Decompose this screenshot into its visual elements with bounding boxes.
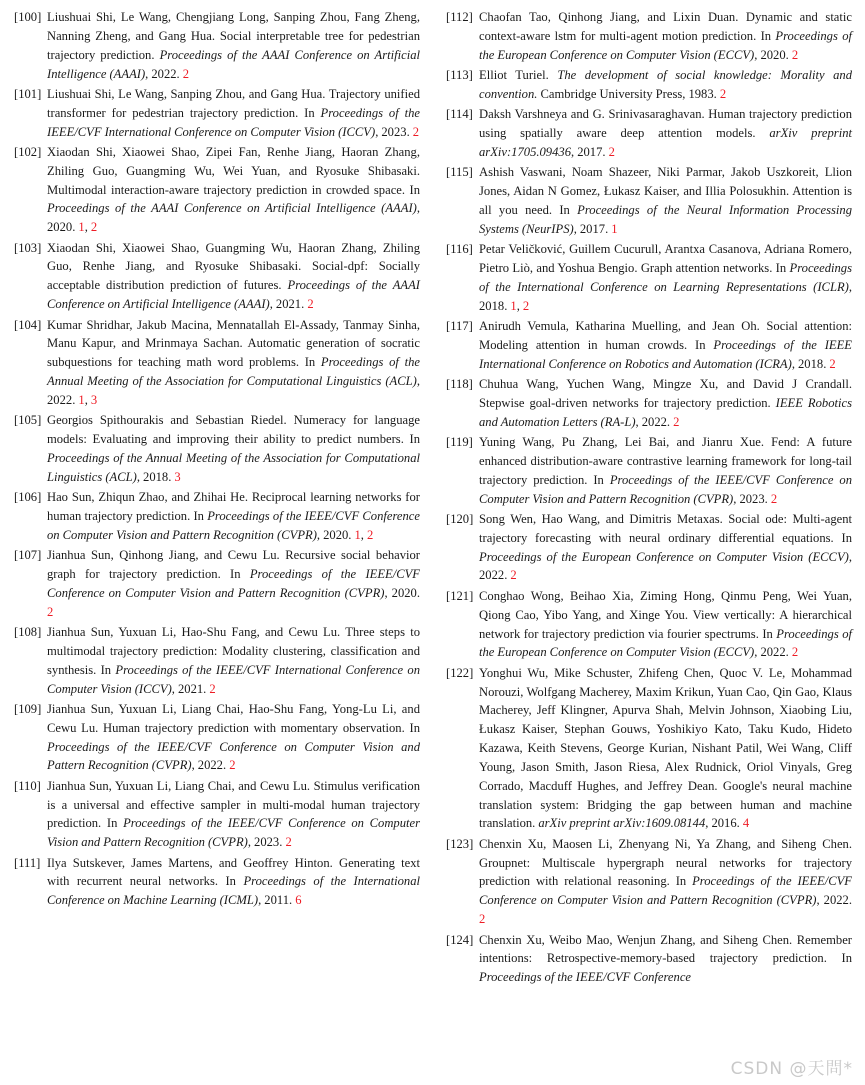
reference-entry [10,239,420,314]
reference-text: Chuhua Wang, Yuchen Wang, Mingze Xu, and David J Crandall. Stepwise goal-driven networks for trajectory prediction. IEEE Robotics and Automation Letters (RA-L), 2022. 2 [479,377,852,429]
reference-entry [10,777,420,852]
reference-label: [107] [14,548,42,563]
reference-label: [120] [446,511,474,526]
reference-entry [10,488,420,545]
reference-entry [10,854,420,911]
reference-label: [105] [14,413,42,428]
reference-label: [108] [14,625,42,639]
reference-text: Song Wen, Hao Wang, and Dimitris Metaxas. Social ode: Multi-agent trajectory forecasting with neural ordinary differential equations. In Proceedings of the European Conference on Computer Vision (ECCV), 2022. 2 [479,511,852,583]
left-column [10,8,420,912]
reference-text: Xiaodan Shi, Xiaowei Shao, Zipei Fan, Renhe Jiang, Haoran Zhang, Zhiling Guo, Guangming Wu, Wei Yuan, and Ryosuke Shibasaki. Multimodal interaction-aware trajectory prediction in crowded space. In Proceedings of the AAAI Conference on Artificial Intelligence (AAAI), 2020. 1, 2 [47,144,420,235]
reference-entry [442,163,852,238]
reference-label: [112] [446,10,473,24]
reference-label: [111] [14,855,41,870]
reference-entry [10,411,420,486]
reference-text: Chenxin Xu, Maosen Li, Zhenyang Ni, Ya Zhang, and Siheng Chen. Groupnet: Multiscale hypergraph neural networks for trajectory prediction with relational reasoning. In Proceedings of the IEEE/CVF Conference on Computer Vision and Pattern Recognition (CVPR), 2022. 2 [479,836,853,927]
reference-entry [10,546,420,621]
reference-text: Georgios Spithourakis and Sebastian Riedel. Numeracy for language models: Evaluating and improving their ability to predict numbers. In Proceedings of the Annual Meeting of the Association for Computational Linguistics (ACL), 2018. 3 [47,413,420,484]
reference-entry [10,85,420,142]
reference-text: Jianhua Sun, Yuxuan Li, Liang Chai, and Cewu Lu. Stimulus verification is a universal and effective sampler in multi-modal human trajectory prediction. In Proceedings of the IEEE/CVF Conference on Computer Vision and Pattern Recognition (CVPR), 2023. 2 [47,778,421,850]
reference-text: Daksh Varshneya and G. Srinivasaraghavan. Human trajectory prediction using spatially aware deep attention models. arXiv preprint arXiv:1705.09436, 2017. 2 [479,107,852,159]
reference-label: [109] [14,701,42,716]
reference-entry [10,316,420,410]
reference-entry [442,8,852,65]
reference-text: Liushuai Shi, Le Wang, Sanping Zhou, and Gang Hua. Trajectory unified transformer for pedestrian trajectory prediction. In Proceedings of the IEEE/CVF International Conference on Computer Vision (ICCV), 2023. 2 [47,86,420,139]
reference-label: [121] [446,588,474,603]
reference-entry [442,664,852,834]
reference-entry [442,105,852,162]
reference-label: [100] [14,10,42,24]
reference-label: [117] [446,319,473,333]
reference-text: Xiaodan Shi, Xiaowei Shao, Guangming Wu, Haoran Zhang, Zhiling Guo, Renhe Jiang, and Ryosuke Shibasaki. Social-dpf: Socially acceptable distribution prediction of futures. Proceedings of the AAAI Conference on Artificial Intelligence (AAAI), 2021. 2 [47,240,420,312]
reference-label: [124] [446,932,474,947]
reference-label: [106] [14,490,42,505]
reference-label: [102] [14,144,42,159]
reference-text: Jianhua Sun, Yuxuan Li, Liang Chai, Hao-Shu Fang, Yong-Lu Li, and Cewu Lu. Human trajectory prediction with momentary observation. In Proceedings of the IEEE/CVF Conference on Computer Vision and Pattern Recognition (CVPR), 2022. 2 [47,701,420,773]
right-column [442,8,852,989]
reference-text: Chaofan Tao, Qinhong Jiang, and Lixin Duan. Dynamic and static context-aware lstm for multi-agent motion prediction. In Proceedings of the European Conference on Computer Vision (ECCV), 2020. 2 [479,10,852,62]
reference-label: [115] [446,165,473,180]
reference-text: Petar Veličković, Guillem Cucurull, Arantxa Casanova, Adriana Romero, Pietro Liò, and Yoshua Bengio. Graph attention networks. In Proceedings of the International Conference on Learning Representations (ICLR), 2018. 1, 2 [479,242,852,313]
reference-text: Liushuai Shi, Le Wang, Chengjiang Long, Sanping Zhou, Fang Zheng, Nanning Zheng, and Gang Hua. Social interpretable tree for pedestrian trajectory prediction. Proceedings of the AAAI Conference on Artificial Intelligence (AAAI), 2022. 2 [47,10,420,81]
reference-entry [10,8,420,83]
reference-label: [123] [446,836,474,851]
reference-label: [118] [446,377,473,392]
reference-entry [442,835,852,929]
reference-entry [10,700,420,775]
reference-entry [442,317,852,374]
reference-label: [104] [14,317,42,332]
reference-label: [101] [14,86,42,101]
reference-text: Yonghui Wu, Mike Schuster, Zhifeng Chen, Quoc V. Le, Mohammad Norouzi, Wolfgang Macherey, Maxim Krikun, Yuan Cao, Qin Gao, Klaus Macherey, Jeff Klingner, Apurva Shah, Melvin Johnson, Xiaobing Liu, Łukasz Kaiser, Stephan Gouws, Yoshikiyo Kato, Taku Kudo, Hideto Kazawa, Keith Stevens, George Kurian, Nishant Patil, Wei Wang, Cliff Young, Jason Smith, Jason Riesa, Alex Rudnick, Oriol Vinyals, Greg Corrado, Macduff Hughes, and Jeffrey Dean. Google's neural machine translation system: Bridging the gap between human and machine translation. arXiv preprint arXiv:1609.08144, 2016. 4 [479,665,852,831]
reference-entry [442,375,852,432]
reference-label: [110] [14,778,41,793]
reference-label: [103] [14,240,42,255]
reference-text: Hao Sun, Zhiqun Zhao, and Zhihai He. Reciprocal learning networks for human trajectory prediction. In Proceedings of the IEEE/CVF Conference on Computer Vision and Pattern Recognition (CVPR), 2020. 1, 2 [47,490,420,542]
reference-text: Kumar Shridhar, Jakub Macina, Mennatallah El-Assady, Tanmay Sinha, Manu Kapur, and Mrinmaya Sachan. Automatic generation of socratic subquestions for teaching math word problems. In Proceedings of the Annual Meeting of the Association for Computational Linguistics (ACL), 2022. 1, 3 [47,317,420,407]
reference-text: Ilya Sutskever, James Martens, and Geoffrey Hinton. Generating text with recurrent neural networks. In Proceedings of the International Conference on Machine Learning (ICML), 2011. 6 [47,855,420,908]
reference-text: Jianhua Sun, Qinhong Jiang, and Cewu Lu. Recursive social behavior graph for trajectory prediction. In Proceedings of the IEEE/CVF Conference on Computer Vision and Pattern Recognition (CVPR), 2020. 2 [47,548,421,619]
reference-label: [122] [446,665,474,680]
reference-label: [113] [446,68,473,83]
reference-text: Chenxin Xu, Weibo Mao, Wenjun Zhang, and Siheng Chen. Remember intentions: Retrospective-memory-based trajectory prediction. In Proceedings of the IEEE/CVF Conference [479,932,852,985]
reference-text: Jianhua Sun, Yuxuan Li, Hao-Shu Fang, and Cewu Lu. Three steps to multimodal trajectory prediction: Modality clustering, classification and synthesis. In Proceedings of the IEEE/CVF International Conference on Computer Vision (ICCV), 2021. 2 [47,625,420,696]
reference-text: Elliot Turiel. The development of social knowledge: Morality and convention. Cambridge University Press, 1983. 2 [479,68,852,101]
csdn-watermark: CSDN @天問* [730,1059,853,1079]
reference-entry [442,433,852,508]
reference-label: [116] [446,242,473,257]
reference-text: Ashish Vaswani, Noam Shazeer, Niki Parmar, Jakob Uszkoreit, Llion Jones, Aidan N Gomez, Łukasz Kaiser, and Illia Polosukhin. Attention is all you need. In Proceedings of the Neural Information Processing Systems (NeurIPS), 2017. 1 [479,165,853,236]
reference-entry [442,66,852,104]
reference-entry [10,623,420,698]
reference-entry [442,587,852,662]
two-column-layout [10,8,855,989]
reference-label: [114] [446,107,473,122]
reference-entry [442,240,852,315]
reference-entry [442,510,852,585]
reference-text: Anirudh Vemula, Katharina Muelling, and Jean Oh. Social attention: Modeling attention in human crowds. In Proceedings of the IEEE International Conference on Robotics and Automation (ICRA), 2018. 2 [479,319,852,371]
reference-text: Yuning Wang, Pu Zhang, Lei Bai, and Jianru Xue. Fend: A future enhanced distribution-aware contrastive learning framework for long-tail trajectory prediction. In Proceedings of the IEEE/CVF Conference on Computer Vision and Pattern Recognition (CVPR), 2023. 2 [479,435,853,506]
reference-entry [442,931,852,988]
reference-label: [119] [446,435,473,450]
reference-text: Conghao Wong, Beihao Xia, Ziming Hong, Qinmu Peng, Wei Yuan, Qiong Cao, Yibo Yang, and Xinge You. View vertically: A hierarchical network for trajectory prediction via fourier spectrums. In Proceedings of the European Conference on Computer Vision (ECCV), 2022. 2 [479,588,853,660]
reference-entry [10,143,420,237]
